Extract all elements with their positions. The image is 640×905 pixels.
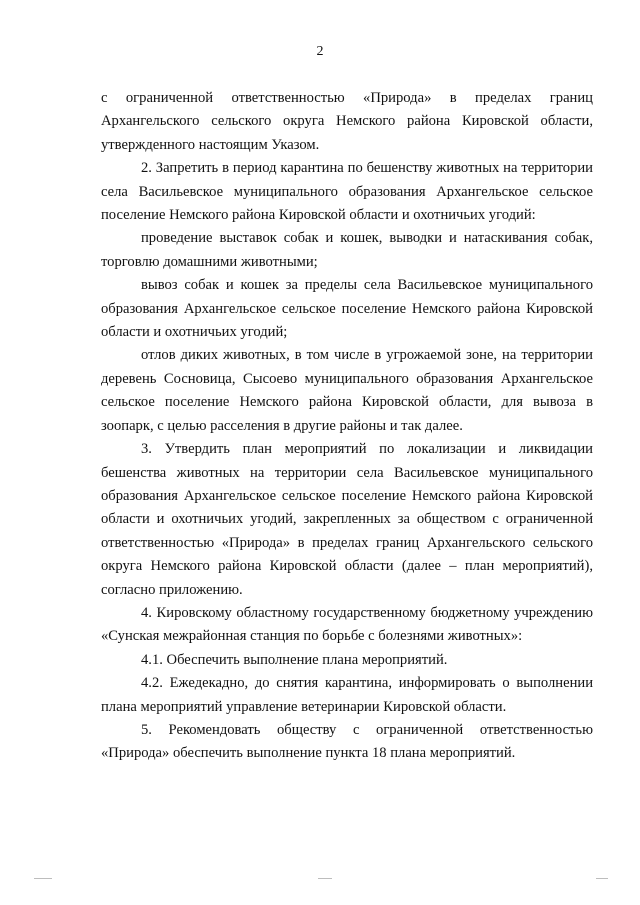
scan-mark-center	[318, 878, 332, 879]
paragraph-10: 5. Рекомендовать обществу с ограниченной ответственностью «Природа» обеспечить выполнение пункта 18 плана мероприятий.	[101, 721, 593, 762]
paragraph-9: 4.2. Ежедекадно, до снятия карантина, информировать о выполнении плана мероприятий управление ветеринарии Кировской области.	[101, 675, 593, 715]
paragraph-3: проведение выставок собак и кошек, выводки и натаскивания собак, торговлю домашними животными;	[101, 230, 593, 270]
paragraph-2: 2. Запретить в период карантина по бешенству животных на территории села Васильевское муниципального образования Архангельское сельское поселение Немского района Кировской области и охотничьих угодий:	[101, 160, 593, 224]
paragraph-1: с ограниченной ответственностью «Природа» в пределах границ Архангельского сельского округа Немского района Кировской области, утвержденного настоящим Указом.	[101, 90, 593, 153]
paragraph-8: 4.1. Обеспечить выполнение плана мероприятий.	[141, 651, 448, 668]
page-number: 2	[316, 44, 324, 59]
paragraph-7: 4. Кировскому областному государственному бюджетному учреждению «Сунская межрайонная станция по борьбе с болезнями животных»:	[101, 604, 593, 645]
scan-mark-left	[34, 878, 52, 879]
document-body	[101, 87, 593, 766]
scan-mark-right	[596, 878, 608, 879]
paragraph-5: отлов диких животных, в том числе в угрожаемой зоне, на территории деревень Сосновица, Сысоево муниципального образования Архангельское сельское поселение Немского района Кировской области, для вывоза в зоопарк, с целью расселения в другие районы и так далее.	[101, 347, 593, 434]
paragraph-4: вывоз собак и кошек за пределы села Васильевское муниципального образования Архангельское сельское поселение Немского района Кировской области и охотничьих угодий;	[101, 277, 593, 341]
paragraph-6: 3. Утвердить план мероприятий по локализации и ликвидации бешенства животных на территории села Васильевское муниципального образования Архангельское сельское поселение Немского района Кировской области и охотничьих угодий, закрепленных за обществом с ограниченной ответственностью «Природа» в пределах границ Архангельского сельского округа Немского района Кировской области (далее – план мероприятий), согласно приложению.	[101, 441, 593, 598]
